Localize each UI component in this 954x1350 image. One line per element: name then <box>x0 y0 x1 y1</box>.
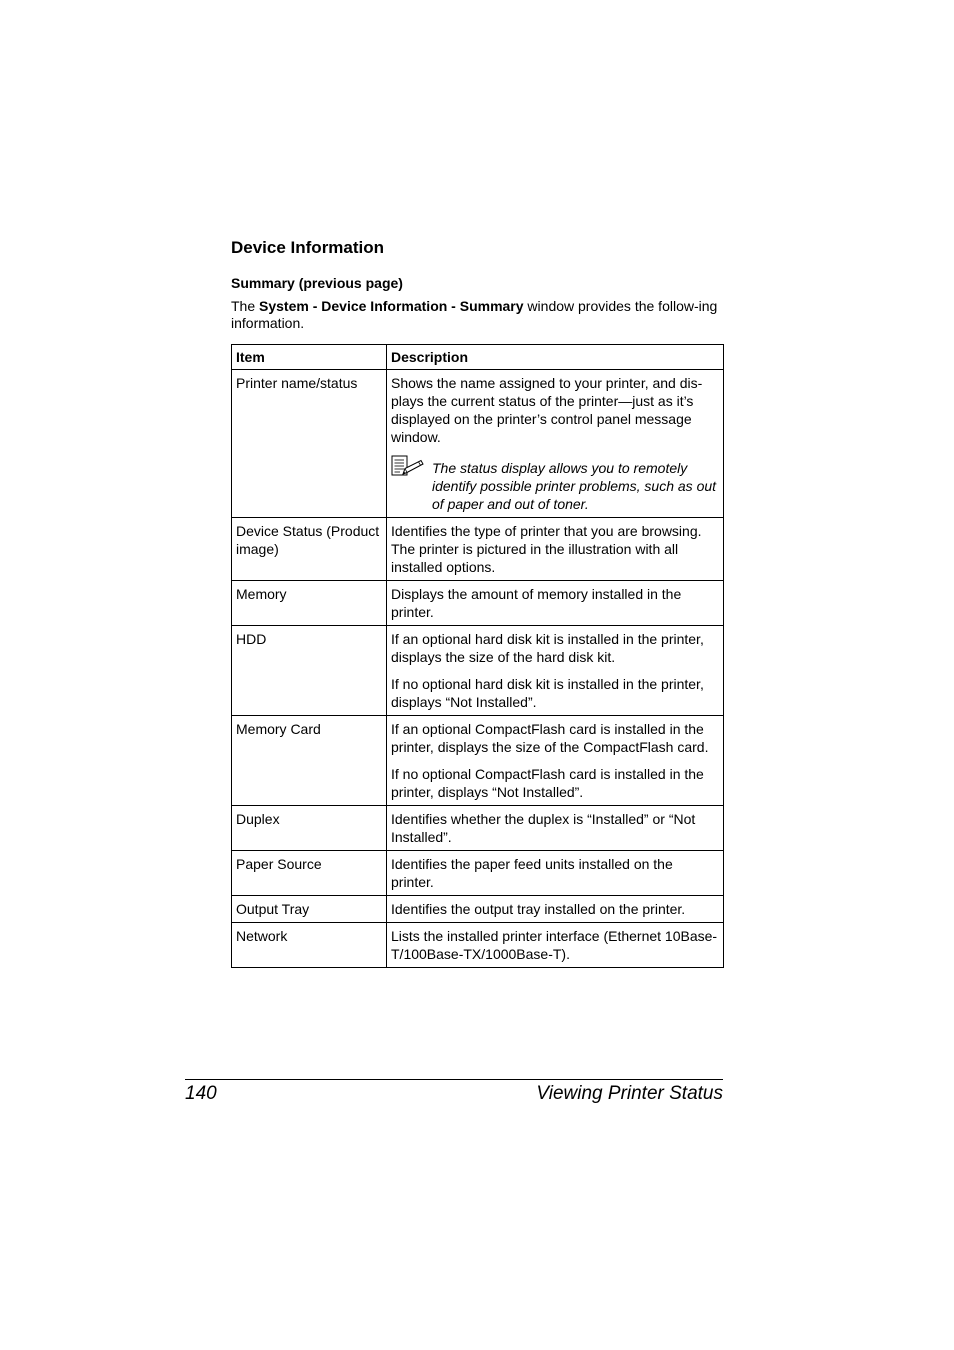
description-paragraph: Identifies the output tray installed on the printer. <box>391 901 686 917</box>
description-cell <box>387 370 724 518</box>
intro-before: The <box>231 298 260 314</box>
item-cell: HDD <box>232 626 387 716</box>
description-paragraph: If an optional hard disk kit is installed in the printer, displays the size of the hard disk kit. <box>391 631 704 665</box>
item-cell: Memory Card <box>232 716 387 806</box>
table-row <box>232 716 724 806</box>
item-cell: Network <box>232 923 387 968</box>
note-block <box>391 455 723 513</box>
page-content <box>231 236 723 968</box>
description-cell <box>387 626 724 716</box>
page-number: 140 <box>185 1083 217 1104</box>
item-cell: Device Status (Product image) <box>232 518 387 581</box>
section-title: Device Information <box>231 238 385 257</box>
table-row <box>232 581 724 626</box>
description-paragraph: If no optional CompactFlash card is installed in the printer, displays “Not Installed”. <box>391 766 704 800</box>
chapter-title: Viewing Printer Status <box>536 1083 723 1104</box>
header-item: Item <box>232 345 387 370</box>
description-paragraph: Identifies the paper feed units installed on the printer. <box>391 856 673 890</box>
description-paragraph: If an optional CompactFlash card is installed in the printer, displays the size of the CompactFlash card. <box>391 721 709 755</box>
header-description: Description <box>387 345 724 370</box>
description-paragraph: Displays the amount of memory installed in the printer. <box>391 586 682 620</box>
table-row <box>232 923 724 968</box>
description-paragraph: Shows the name assigned to your printer, and dis-plays the current status of the printer—just as it’s displayed on the printer’s control panel message window. <box>391 375 703 445</box>
table-body <box>232 370 724 968</box>
page-footer <box>185 1079 723 1104</box>
note-text: The status display allows you to remotely identify possible printer problems, such as out of paper and out of toner. <box>432 460 717 512</box>
description-paragraph: If no optional hard disk kit is installed in the printer, displays “Not Installed”. <box>391 676 704 710</box>
table-row <box>232 626 724 716</box>
item-cell: Duplex <box>232 806 387 851</box>
table-row <box>232 806 724 851</box>
description-paragraph: Identifies the type of printer that you are browsing. The printer is pictured in the illustration with all installed options. <box>391 523 702 575</box>
device-info-table <box>231 344 724 968</box>
table-row <box>232 896 724 923</box>
description-cell <box>387 851 724 896</box>
description-paragraph: Lists the installed printer interface (Ethernet 10Base-T/100Base-TX/1000Base-T). <box>391 928 718 962</box>
note-pencil-icon <box>391 455 432 513</box>
intro-bold: System - Device Information - Summary <box>259 298 524 314</box>
table-row <box>232 518 724 581</box>
description-cell <box>387 716 724 806</box>
description-cell <box>387 518 724 581</box>
description-paragraph: Identifies whether the duplex is “Installed” or “Not Installed”. <box>391 811 696 845</box>
description-cell <box>387 581 724 626</box>
item-cell: Paper Source <box>232 851 387 896</box>
item-cell: Output Tray <box>232 896 387 923</box>
description-cell <box>387 923 724 968</box>
item-cell: Memory <box>232 581 387 626</box>
item-cell: Printer name/status <box>232 370 387 518</box>
table-header-row <box>232 345 724 370</box>
description-cell <box>387 806 724 851</box>
intro-after: window provides the follow-ing information. <box>231 298 718 331</box>
table-row <box>232 370 724 518</box>
description-cell <box>387 896 724 923</box>
intro-paragraph <box>231 298 721 332</box>
subsection-title: Summary (previous page) <box>231 275 403 291</box>
table-row <box>232 851 724 896</box>
